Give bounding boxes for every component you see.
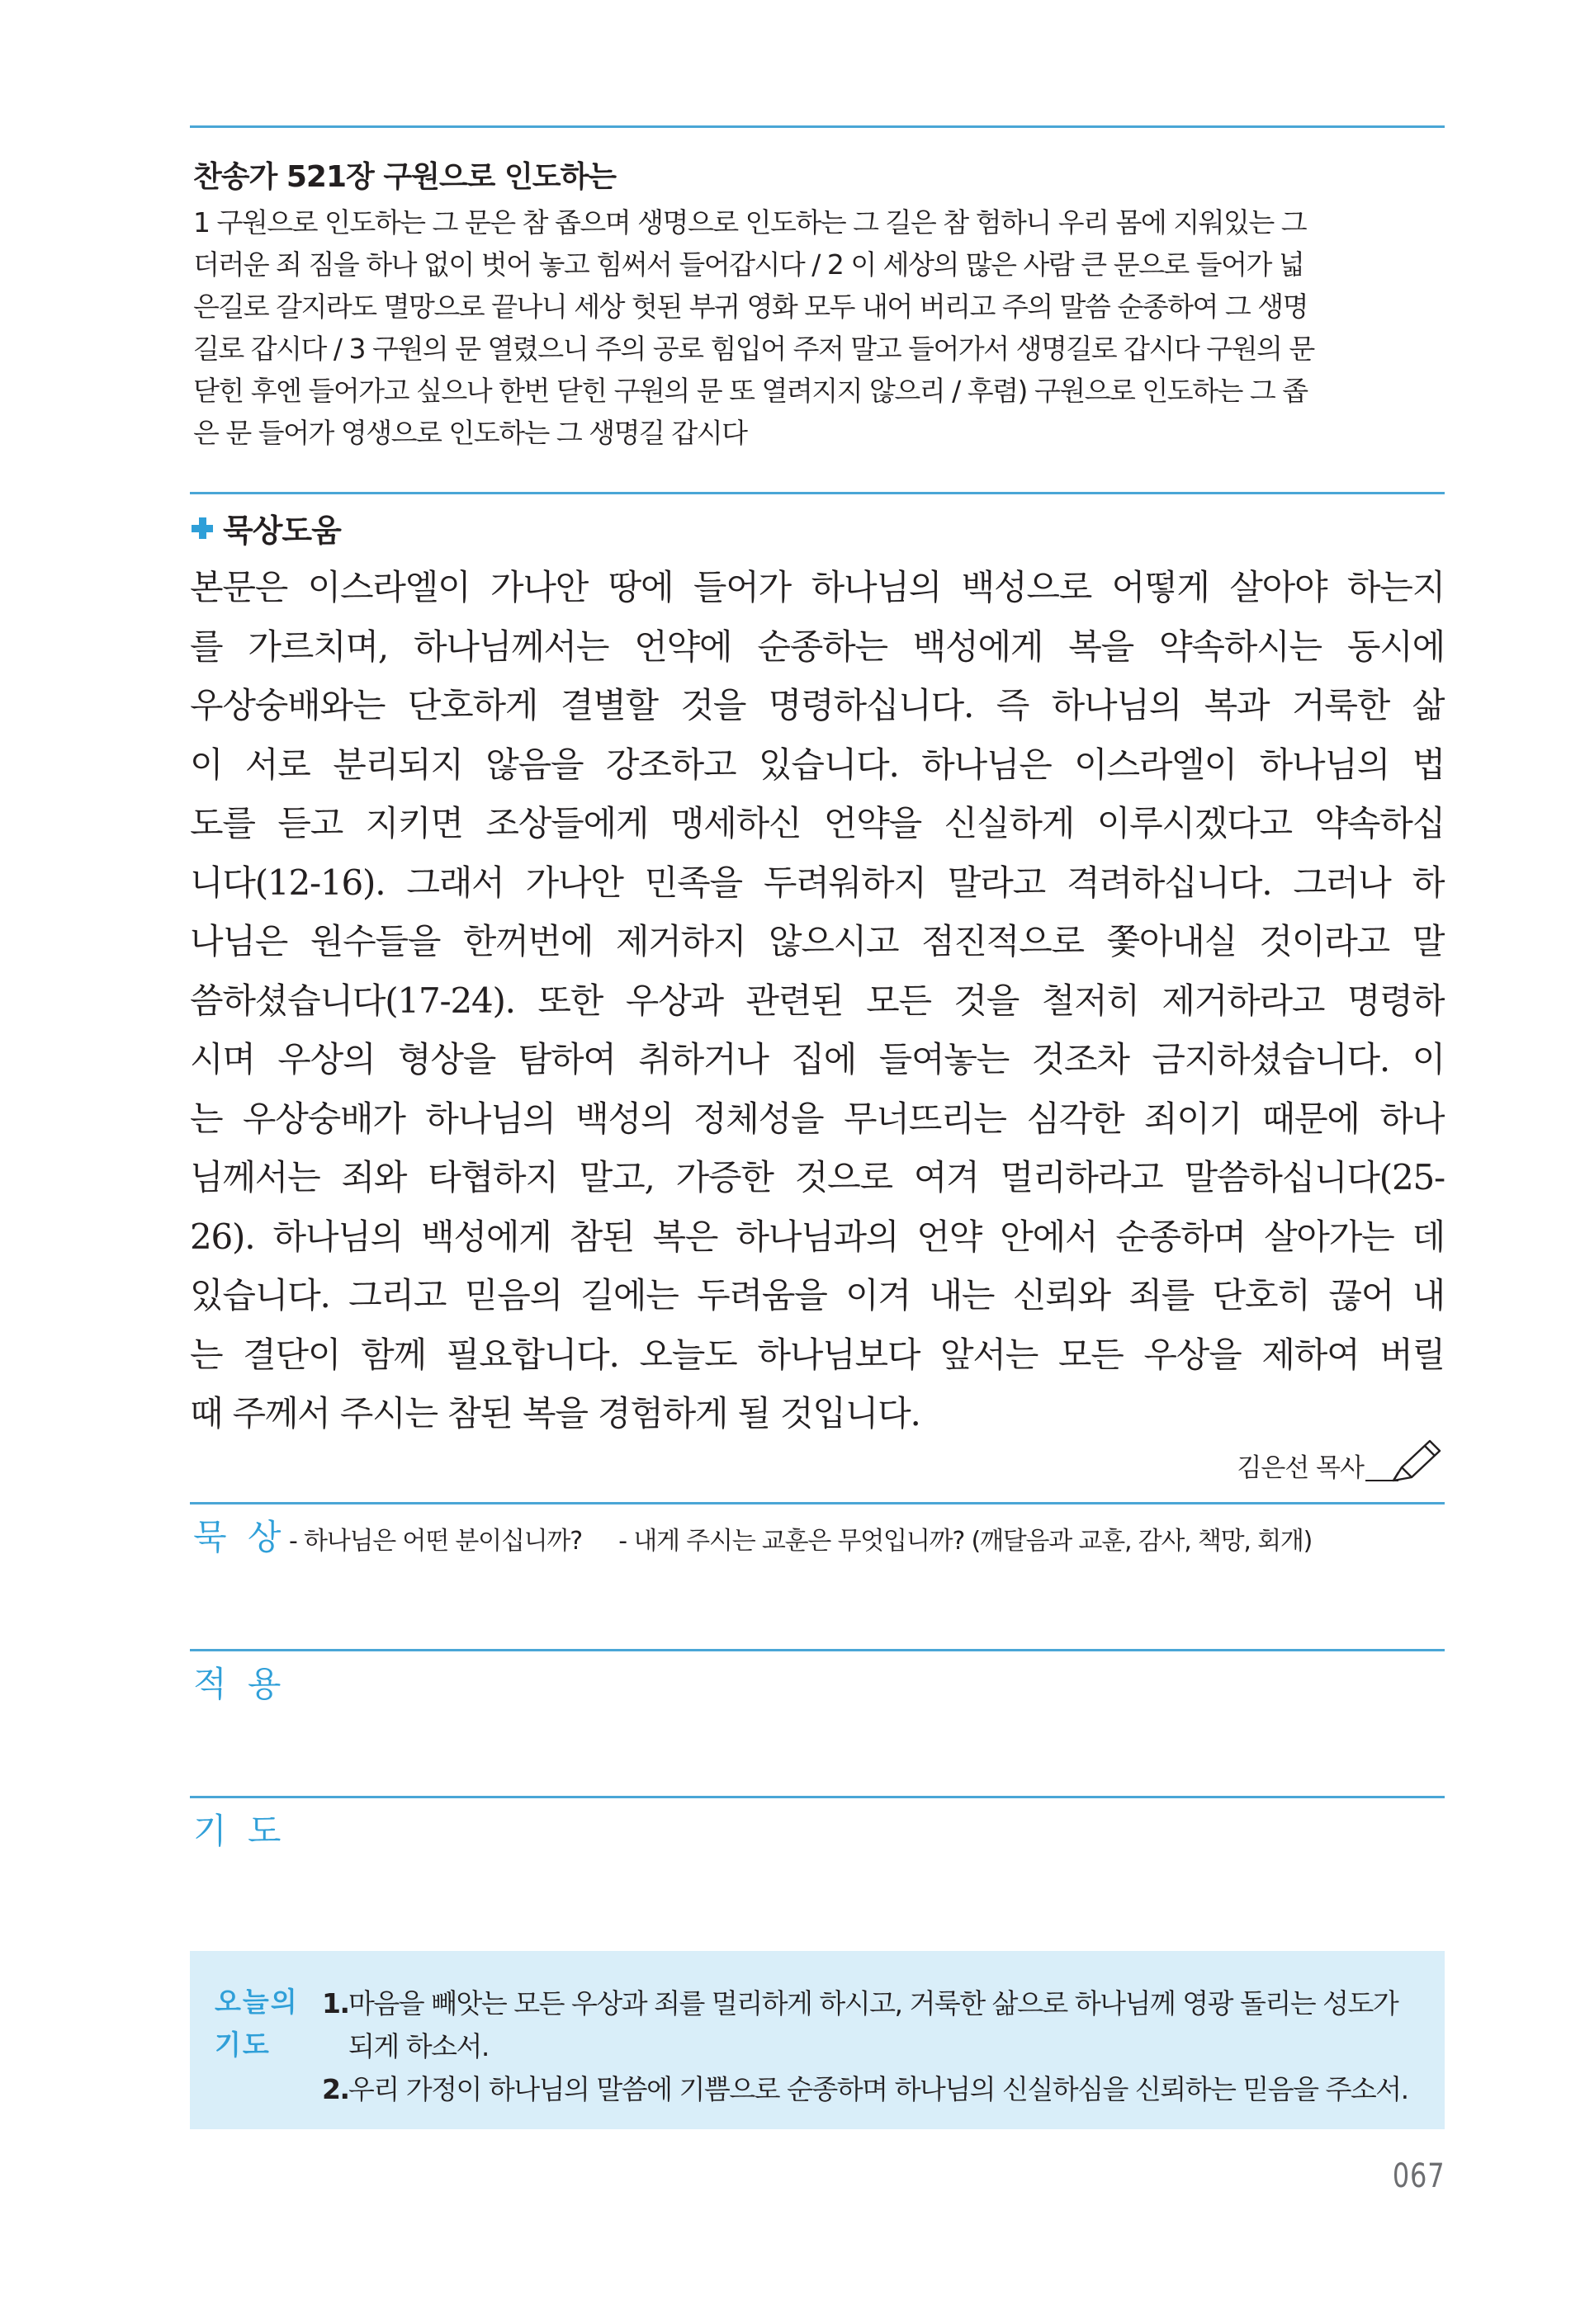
body-line: 도를 듣고 지키면 조상들에게 맹세하신 언약을 신실하게 이루시겠다고 약속하십 xyxy=(190,803,1445,843)
meditation-divider xyxy=(190,1502,1445,1504)
hymn-line: 더러운 죄 짐을 하나 없이 벗어 놓고 힘써서 들어갑시다 / 2 이 세상의 많은 사람 큰 문으로 들어가 넓 xyxy=(193,248,1304,281)
meditation-question-2: - 내게 주시는 교훈은 무엇입니까? (깨달음과 교훈, 감사, 책망, 회개) xyxy=(618,1527,1313,1556)
today-prayer-label-line: 기도 xyxy=(215,2029,271,2061)
author-signature xyxy=(1237,1434,1445,1484)
body-line: 시며 우상의 형상을 탐하여 취하거나 집에 들여놓는 것조차 금지하셨습니다. 이 xyxy=(190,1039,1445,1079)
prayer-item-number: 2. xyxy=(322,2073,349,2105)
meditation-question-1: - 하나님은 어떤 분이십니까? xyxy=(289,1527,582,1556)
hymn-line: 은길로 갈지라도 멸망으로 끝나니 세상 헛된 부귀 영화 모두 내어 버리고 주의 말씀 순종하여 그 생명 xyxy=(193,290,1308,323)
today-prayer-list xyxy=(322,1982,1428,2111)
hymn-line: 닫힌 후엔 들어가고 싶으나 한번 닫힌 구원의 문 또 열려지지 않으리 / 후렴) 구원으로 인도하는 그 좁 xyxy=(193,375,1308,407)
body-line: 때 주께서 주시는 참된 복을 경험하게 될 것입니다. xyxy=(190,1393,920,1434)
body-line: 님께서는 죄와 타협하지 말고, 가증한 것으로 여겨 멀리하라고 말씀하십니다(25- xyxy=(190,1157,1445,1197)
meditation-help-heading xyxy=(190,505,341,550)
application-divider xyxy=(190,1649,1445,1651)
body-line: 있습니다. 그리고 믿음의 길에는 두려움을 이겨 내는 신뢰와 죄를 단호히 끊어 내 xyxy=(190,1275,1445,1316)
page-number: 067 xyxy=(1392,2157,1445,2195)
body-line: 는 결단이 함께 필요합니다. 오늘도 하나님보다 앞서는 모든 우상을 제하여 버릴 xyxy=(190,1334,1445,1375)
prayer-divider xyxy=(190,1796,1445,1798)
body-line: 는 우상숭배가 하나님의 백성의 정체성을 무너뜨리는 심각한 죄이기 때문에 하나 xyxy=(190,1098,1445,1139)
today-prayer-box xyxy=(190,1951,1445,2129)
body-line: 를 가르치며, 하나님께서는 언약에 순종하는 백성에게 복을 약속하시는 동시에 xyxy=(190,626,1445,667)
pencil-icon xyxy=(1365,1434,1445,1484)
body-line: 이 서로 분리되지 않음을 강조하고 있습니다. 하나님은 이스라엘이 하나님의 법 xyxy=(190,744,1445,785)
hymn-lyrics xyxy=(193,201,1445,454)
application-label: 적 용 xyxy=(193,1664,286,1704)
prayer-item xyxy=(322,1982,1428,2068)
meditation-help-body xyxy=(190,558,1445,1443)
body-line: 나님은 원수들을 한꺼번에 제거하지 않으시고 점진적으로 쫓아내실 것이라고 말 xyxy=(190,921,1445,961)
today-prayer-label-line: 오늘의 xyxy=(215,1986,299,2018)
meditation-help-title: 묵상도움 xyxy=(223,513,341,549)
body-line: 본문은 이스라엘이 가나안 땅에 들어가 하나님의 백성으로 어떻게 살아야 하는지 xyxy=(190,567,1445,607)
hymn-line: 은 문 들어가 영생으로 인도하는 그 생명길 갑시다 xyxy=(193,417,747,449)
prayer-item-number: 1. xyxy=(322,1987,349,2019)
hymn-title: 찬송가 521장 구원으로 인도하는 xyxy=(193,160,617,194)
hymn-line: 1 구원으로 인도하는 그 문은 참 좁으며 생명으로 인도하는 그 길은 참 험하니 우리 몸에 지워있는 그 xyxy=(193,206,1307,239)
today-prayer-label xyxy=(215,1981,305,2067)
top-divider xyxy=(190,125,1445,128)
body-line: 니다(12-16). 그래서 가나안 민족을 두려워하지 말라고 격려하십니다. 그러나 하 xyxy=(190,862,1445,903)
plus-icon xyxy=(190,516,215,541)
hymn-line: 길로 갑시다 / 3 구원의 문 열렸으니 주의 공로 힘입어 주저 말고 들어가서 생명길로 갑시다 구원의 문 xyxy=(193,333,1314,365)
prayer-item-text: 마음을 빼앗는 모든 우상과 죄를 멀리하게 하시고, 거룩한 삶으로 하나님께 영광 돌리는 성도가 되게 하소서. xyxy=(348,1987,1398,2062)
prayer-label: 기 도 xyxy=(193,1811,286,1851)
meditation-questions xyxy=(289,1520,1312,1556)
body-line: 씀하셨습니다(17-24). 또한 우상과 관련된 모든 것을 철저히 제거하라고 명령하 xyxy=(190,980,1445,1021)
prayer-item xyxy=(322,2068,1428,2111)
author-name: 김은선 목사 xyxy=(1237,1453,1364,1483)
hymn-divider xyxy=(190,492,1445,494)
meditation-label: 묵 상 xyxy=(193,1517,286,1557)
body-line: 우상숭배와는 단호하게 결별할 것을 명령하십니다. 즉 하나님의 복과 거룩한 삶 xyxy=(190,685,1445,725)
prayer-item-text: 우리 가정이 하나님의 말씀에 기쁨으로 순종하며 하나님의 신실하심을 신뢰하는 믿음을 주소서. xyxy=(348,2073,1408,2105)
body-line: 26). 하나님의 백성에게 참된 복은 하나님과의 언약 안에서 순종하며 살아가는 데 xyxy=(190,1216,1445,1257)
